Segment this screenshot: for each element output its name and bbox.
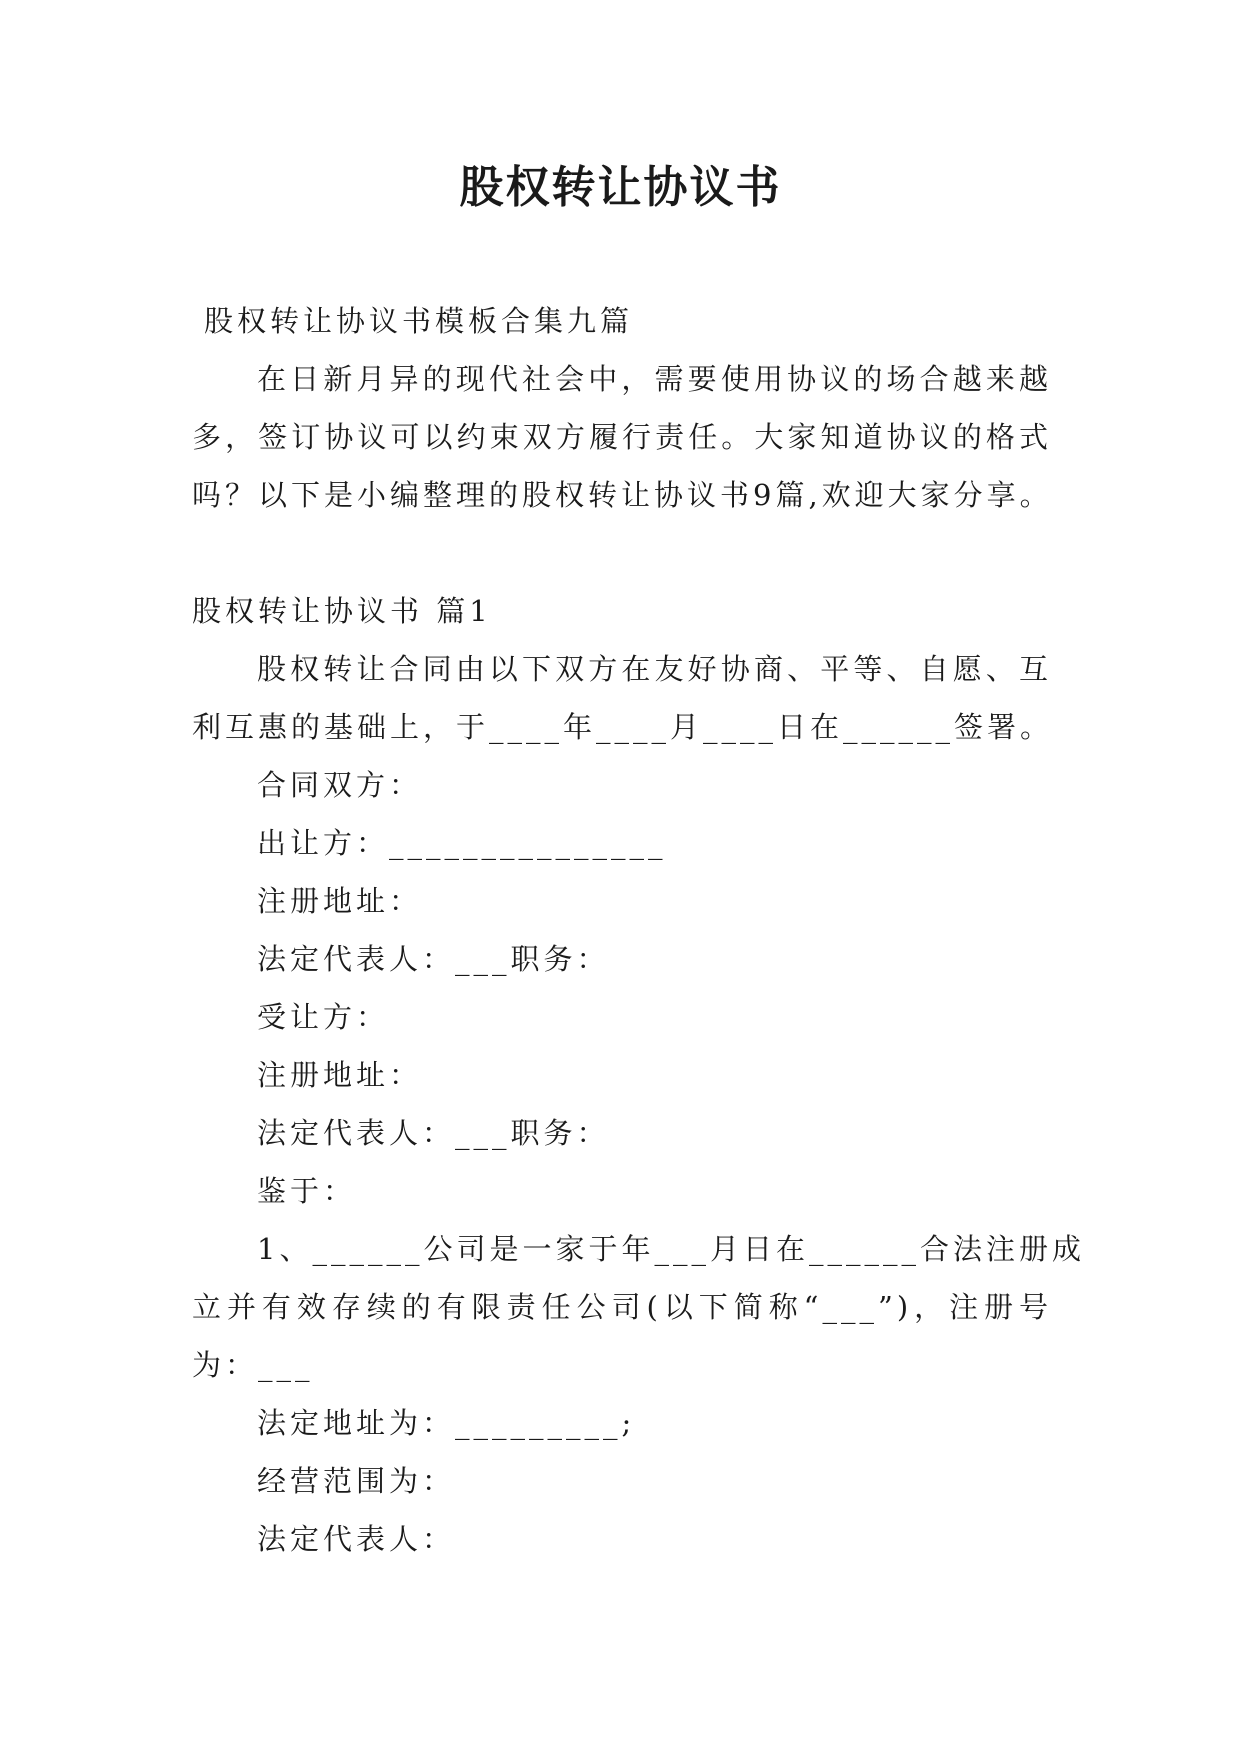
intro-line-3: 吗？以下是小编整理的股权转让协议书9篇,欢迎大家分享。 xyxy=(192,478,1053,512)
registration-number-field: 为：___ xyxy=(192,1348,314,1382)
intro-line-1: 在日新月异的现代社会中，需要使用协议的场合越来越 xyxy=(257,362,1052,396)
paragraph-gap xyxy=(192,524,1052,582)
document-title: 股权转让协议书 xyxy=(459,162,782,213)
business-scope-field: 经营范围为： xyxy=(257,1464,456,1498)
transferee-representative-field: 法定代表人：___职务： xyxy=(257,1116,610,1150)
clause-line: 利互惠的基础上，于____年____月____日在______签署。 xyxy=(192,710,1054,744)
clause-line: 立并有效存续的有限责任公司(以下简称“___”)，注册号 xyxy=(192,1290,1052,1324)
subtitle: 股权转让协议书模板合集九篇 xyxy=(204,304,634,338)
whereas-label: 鉴于： xyxy=(257,1174,357,1208)
document-body xyxy=(192,292,1085,1568)
parties-label: 合同双方： xyxy=(257,768,423,802)
transferee-address-field: 注册地址： xyxy=(257,1058,423,1092)
clause-line: 1、______公司是一家于年___月日在______合法注册成 xyxy=(257,1232,1085,1266)
clause-line: 股权转让合同由以下双方在友好协商、平等、自愿、互 xyxy=(257,652,1052,686)
transferor-field: 出让方：_______________ xyxy=(257,826,667,860)
legal-representative-field: 法定代表人： xyxy=(257,1522,456,1556)
transferee-field: 受让方： xyxy=(257,1000,390,1034)
intro-line-2: 多，签订协议可以约束双方履行责任。大家知道协议的格式 xyxy=(192,420,1052,454)
transferor-address-field: 注册地址： xyxy=(257,884,423,918)
legal-address-field: 法定地址为：_________; xyxy=(257,1406,636,1440)
transferor-representative-field: 法定代表人：___职务： xyxy=(257,942,610,976)
section-heading: 股权转让协议书 篇1 xyxy=(192,594,492,628)
